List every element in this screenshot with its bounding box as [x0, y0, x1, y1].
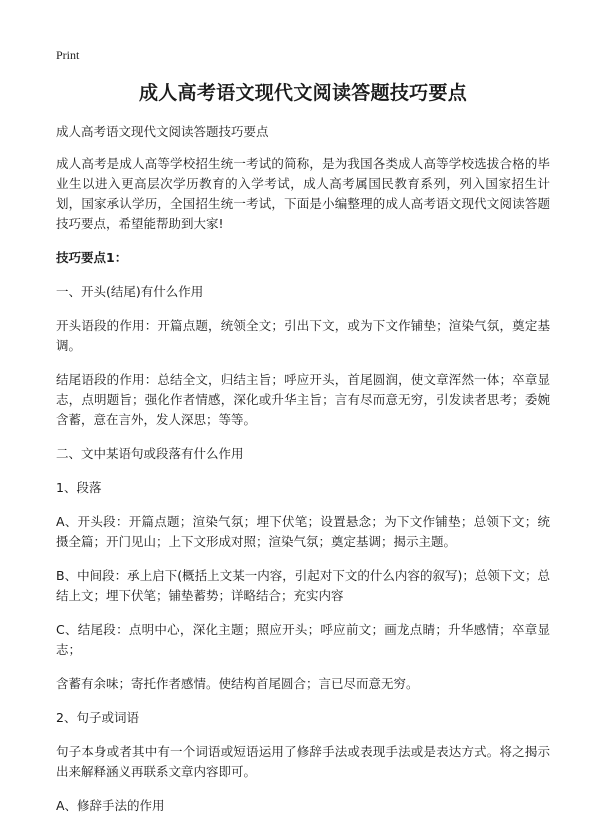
paragraph-opening-role: 开头语段的作用：开篇点题，统领全文；引出下文，或为下文作铺垫；渲染气氛，奠定基调。 — [56, 318, 550, 353]
subheading-paragraph: 1、段落 — [56, 480, 102, 495]
intro-paragraph: 成人高考是成人高等学校招生统一考试的简称，是为我国各类成人高等学校选拔合格的毕业生以进入更高层次学历教育的入学考试，成人高考属国民教育系列，列入国家招生计划，国家承认学历，全国招生统一考试，下面是小编整理的成人高考语文现代文阅读答题技巧要点，希望能帮助到大家! — [56, 156, 550, 231]
document-page — [56, 44, 550, 830]
heading-opening-ending: 一、开头(结尾)有什么作用 — [56, 284, 204, 299]
subheading-sentence-word: 2、句子或词语 — [56, 710, 139, 725]
paragraph-implicit: 含蓄有余味；寄托作者感情。使结构首尾圆合；言已尽而意无穷。 — [56, 676, 419, 691]
subheading-rhetoric: A、修辞手法的作用 — [56, 798, 165, 813]
document-title: 成人高考语文现代文阅读答题技巧要点 — [138, 82, 468, 104]
paragraph-sentence-explain: 句子本身或者其中有一个词语或短语运用了修辞手法或表现手法或是表达方式。将之揭示出来解释涵义再联系文章内容即可。 — [56, 744, 550, 779]
heading-sentence-role: 二、文中某语句或段落有什么作用 — [56, 446, 244, 461]
paragraph-ending-role: 结尾语段的作用：总结全文，归结主旨；呼应开头，首尾圆润，使文章浑然一体；卒章显志，点明题旨；强化作者情感，深化或升华主旨；言有尽而意无穷，引发读者思考；委婉含蓄，意在言外，发人深思；等等。 — [56, 372, 550, 427]
paragraph-c-ending: C、结尾段：点明中心，深化主题；照应开头；呼应前文；画龙点睛；升华感情；卒章显志； — [56, 622, 550, 657]
document-subtitle: 成人高考语文现代文阅读答题技巧要点 — [56, 124, 269, 139]
paragraph-b-middle: B、中间段：承上启下(概括上文某一内容，引起对下文的什么内容的叙写)；总领下文；总结上文；埋下伏笔；铺垫蓄势；详略结合；充实内容 — [56, 568, 550, 603]
section-heading-tips-1: 技巧要点1： — [56, 250, 128, 265]
paragraph-a-opening: A、开头段：开篇点题；渲染气氛；埋下伏笔；设置悬念；为下文作铺垫；总领下文；统摄全篇；开门见山；上下文形成对照；渲染气氛；奠定基调；揭示主题。 — [56, 514, 550, 549]
print-link[interactable]: Print — [56, 48, 80, 62]
